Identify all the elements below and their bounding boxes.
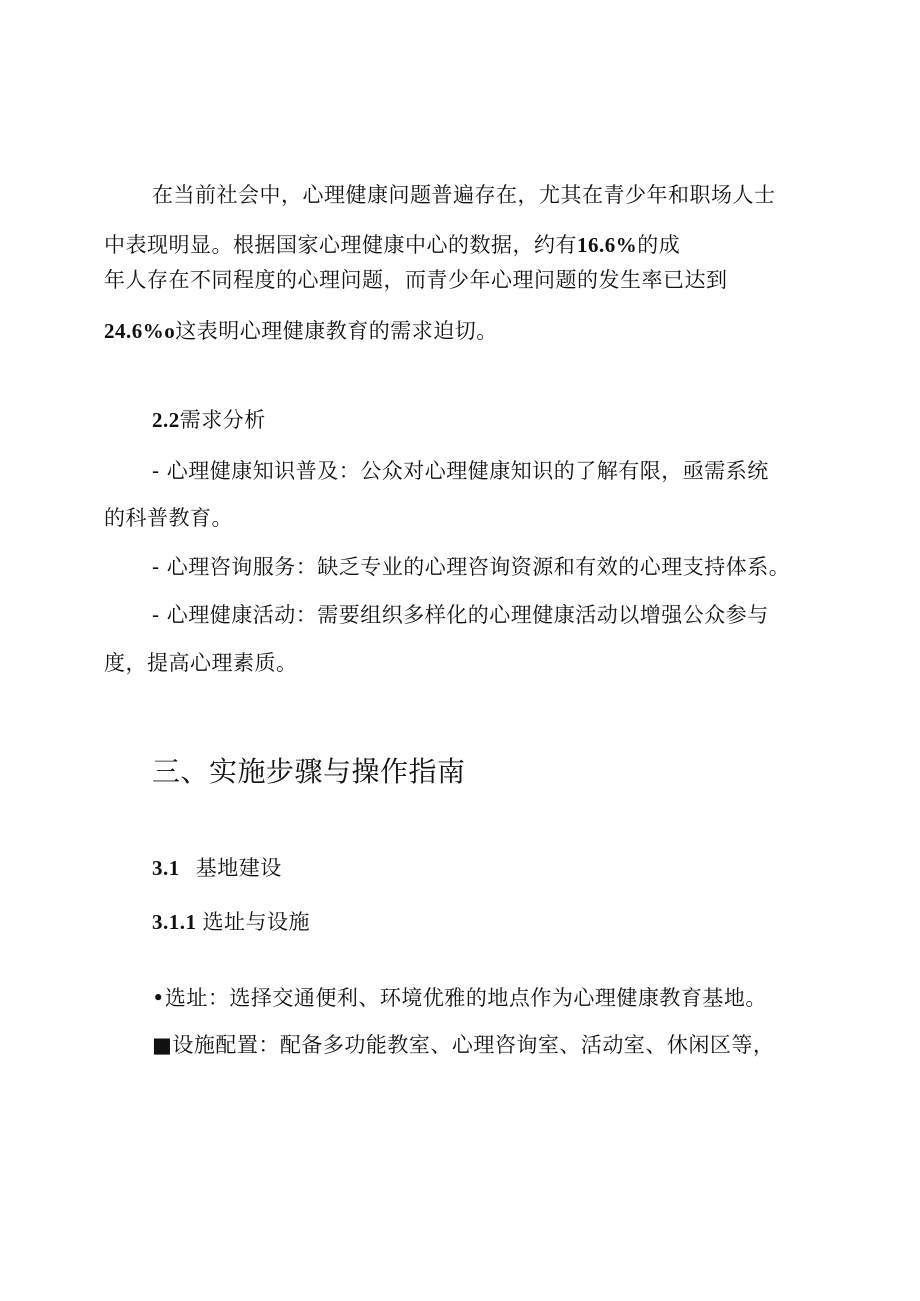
need-item-1-line2: 的科普教育。 [104,506,233,530]
bullet-facilities-text: 设施配置：配备多功能教室、心理咨询室、活动室、休闲区等， [172,1033,775,1057]
para1-line4 [104,316,498,346]
section-3-1-heading [152,853,282,883]
para1-line1: 在当前社会中，心理健康问题普遍存在，尤其在青少年和职场人士 [152,183,776,207]
need-item-3-line2: 度，提高心理素质。 [104,651,298,675]
stat-youth-percent: 24.6%o [104,319,176,343]
section-3-1-1-title: 选址与设施 [202,910,310,934]
need-item-1-line1: - 心理健康知识普及：公众对心理健康知识的了解有限，亟需系统 [152,459,769,483]
section-3-1-1-number: 3.1.1 [152,910,197,934]
section-2-2-title: 需求分析 [179,408,266,432]
bullet-item-site [152,983,767,1013]
bullet-square-icon: ■ [152,1033,173,1057]
bullet-item-facilities [152,1030,774,1060]
section-2-2-heading [152,405,266,435]
para1-line2 [104,230,680,260]
para1-line3: 年人存在不同程度的心理问题，而青少年心理问题的发生率已达到 [104,268,728,292]
need-item-2-line1: - 心理咨询服务：缺乏专业的心理咨询资源和有效的心理支持体系。 [152,555,791,579]
para1-line4-text: 这表明心理健康教育的需求迫切。 [175,319,498,343]
section-3-1-title: 基地建设 [195,856,282,880]
section-3-1-1-heading [152,907,310,937]
section-2-2-number: 2.2 [152,408,180,432]
bullet-dot-icon: • [152,986,165,1010]
para1-line2-text-a: 中表现明显。根据国家心理健康中心的数据，约有 [104,233,577,257]
section-3-1-number: 3.1 [152,856,180,880]
need-item-3-line1: - 心理健康活动：需要组织多样化的心理健康活动以增强公众参与 [152,603,769,627]
bullet-site-text: 选址：选择交通便利、环境优雅的地点作为心理健康教育基地。 [164,986,767,1010]
chapter-3-title: 三、实施步骤与操作指南 [152,755,466,788]
stat-adult-percent: 16.6% [577,233,638,257]
para1-line2-text-b: 的成 [637,233,681,257]
